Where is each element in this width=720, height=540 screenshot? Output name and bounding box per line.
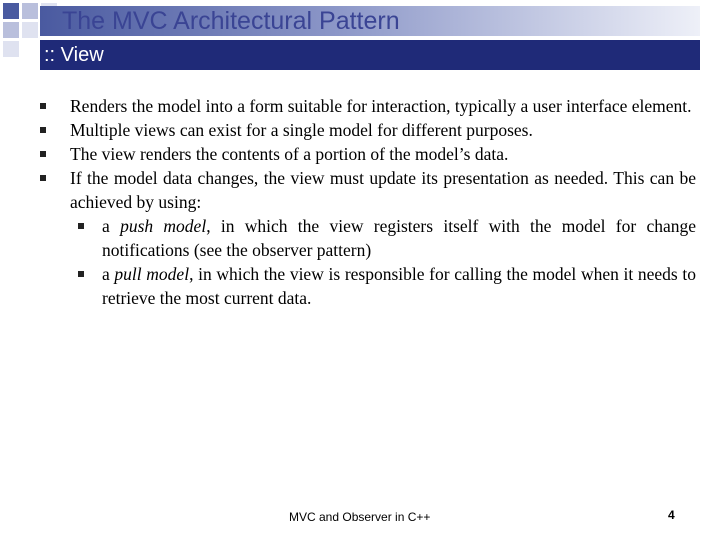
bullet-item	[40, 94, 696, 118]
bullet-text: The view renders the contents of a portion of the model’s data.	[70, 144, 509, 164]
bullet-text: Multiple views can exist for a single model for different purposes.	[70, 120, 533, 140]
sub-bullet-item	[70, 262, 696, 310]
decor-square	[3, 3, 19, 19]
square-bullet-icon	[78, 271, 84, 277]
slide-content	[40, 94, 696, 310]
sub-bullet-rest: , in which the view registers itself with the model for change notifications (see the observer pattern)	[102, 216, 696, 260]
bullet-item	[40, 166, 696, 310]
footer-text: MVC and Observer in C++	[289, 510, 431, 524]
square-bullet-icon	[40, 175, 46, 181]
sub-bullet-list	[70, 214, 696, 310]
sub-bullet-prefix: a	[102, 216, 121, 236]
bullet-item	[40, 118, 696, 142]
decor-square	[22, 22, 38, 38]
slide-subtitle: :: View	[44, 44, 104, 66]
decor-square	[3, 41, 19, 57]
sub-bullet-rest: , in which the view is responsible for calling the model when it needs to retrieve the most current data.	[102, 264, 696, 308]
sub-bullet-prefix: a	[102, 264, 115, 284]
square-bullet-icon	[40, 103, 46, 109]
bullet-item	[40, 142, 696, 166]
square-bullet-icon	[40, 127, 46, 133]
page-number: 4	[668, 508, 675, 522]
sub-bullet-term: pull model	[114, 264, 190, 284]
slide-title: The MVC Architectural Pattern	[62, 7, 400, 35]
subtitle-bar	[40, 40, 700, 70]
sub-bullet-term: push model	[120, 216, 207, 236]
bullet-text: If the model data changes, the view must update its presentation as needed. This can be achieved by using:	[70, 168, 696, 212]
bullet-list	[40, 94, 696, 310]
square-bullet-icon	[78, 223, 84, 229]
sub-bullet-item	[70, 214, 696, 262]
decor-square	[3, 22, 19, 38]
bullet-text: Renders the model into a form suitable for interaction, typically a user interface element.	[70, 96, 692, 116]
square-bullet-icon	[40, 151, 46, 157]
decor-square	[22, 3, 38, 19]
